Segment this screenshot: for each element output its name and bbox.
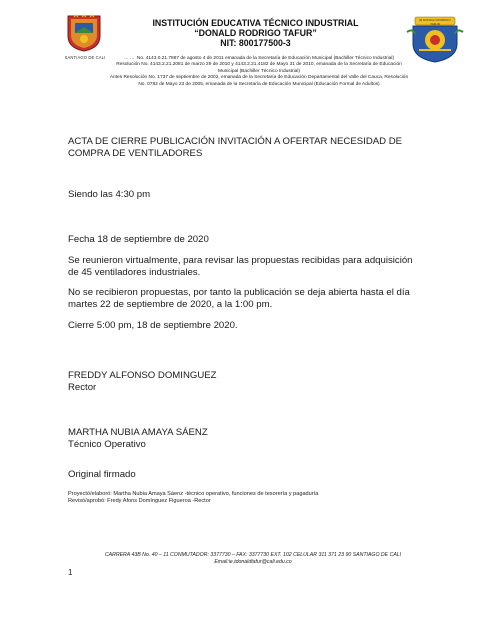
paragraph-no-proposals-line-1: No se recibieron propuestas, por tanto la publicación se deja abierta hasta el día (68, 287, 410, 298)
signature-rector-name: FREDDY ALFONSO DOMINGUEZ (68, 370, 217, 381)
signature-technician-name: MARTHA NUBIA AMAYA SÁENZ (68, 427, 208, 438)
credits-prepared-by: Proyectó/elaboró: Martha Nubia Amaya Sáenz -técnico operativo, funciones de tesorería y pagaduría (68, 491, 319, 497)
legal-resolutions (94, 56, 424, 88)
paragraph-review (68, 255, 434, 278)
footer-address: CARRERA 43B No. 40 – 11 CONMUTADOR: 3377730 – FAX: 3377730 EXT. 102 CELULAR 311 371 23 90 SANTIAGO DE CALI (104, 552, 402, 558)
legal-line-5: No. 0782 de Mayo 23 de 2005, emanada de la Secretaría de Educación Municipal (Educación Formal de Adultos) (138, 81, 380, 87)
city-shield-caption: SANTIAGO DE CALI (64, 55, 106, 60)
signature-rector-role: Rector (68, 381, 97, 393)
signature-technician (68, 427, 434, 450)
paragraph-review-line-2: de 45 ventiladores industriales. (68, 266, 201, 278)
document-credits (68, 491, 438, 505)
signature-technician-role: Técnico Operativo (68, 438, 146, 450)
page-number: 1 (68, 568, 73, 577)
page-footer (68, 552, 438, 565)
credits-approved-by: Revisó/aprobó: Fredy Afons Domínguez Figueroa -Rector (68, 498, 211, 505)
meeting-time: Siendo las 4:30 pm (68, 189, 151, 200)
legal-leader: …… (123, 56, 136, 61)
document-title-line-2: COMPRA DE VENTILADORES (68, 147, 203, 159)
signature-rector (68, 370, 434, 393)
legal-line-2: Resolución No. 4143.2.21.2081 de marzo 29 de 2010 y 4143.2.21.4182 de Mayo 31 de 2010, emanada de la Secretaría de Educación (116, 62, 402, 68)
institution-header (118, 18, 393, 48)
paragraph-no-proposals (68, 287, 434, 310)
legal-line-1: No. 4143.0.21.7887 de agosto 4 de 2011 emanada de la Secretaría de Educación Municipal (Bachiller Técnico Industrial) (136, 56, 395, 61)
meeting-date: Fecha 18 de septiembre de 2020 (68, 234, 209, 245)
original-signed-note: Original firmado (68, 469, 136, 480)
document-title (68, 136, 434, 159)
institution-name: INSTITUCIÓN EDUCATIVA TÉCNICO INDUSTRIAL (152, 18, 359, 28)
document-title-line-1: ACTA DE CIERRE PUBLICACIÓN INVITACIÓN A OFERTAR NECESIDAD DE (68, 136, 403, 147)
legal-line-4: Antes Resolución No. 1737 de septiembre de 2002, emanada de la Secretaría de Educación Departamental del Valle del Cauca, Resolución (109, 75, 409, 81)
institution-subname: “DONALD RODRIGO TAFUR” (194, 28, 317, 38)
institution-nit: NIT: 800177500-3 (220, 38, 291, 48)
footer-email: Email:ie.tdonaldtafur@cali.edu.co (214, 558, 292, 565)
closing-statement: Cierre 5:00 pm, 18 de septiembre 2020. (68, 320, 238, 331)
school-emblem-text: IE DONALD RODRIGO TAFUR (419, 18, 451, 26)
paragraph-review-line-1: Se reunieron virtualmente, para revisar las propuestas recibidas para adquisición (68, 255, 413, 266)
paragraph-no-proposals-line-2: martes 22 de septiembre de 2020, a la 1:00 pm. (68, 298, 273, 310)
city-shield-logo (66, 14, 102, 52)
legal-line-3: Municipal (Bachiller Técnico Industrial) (217, 68, 301, 74)
